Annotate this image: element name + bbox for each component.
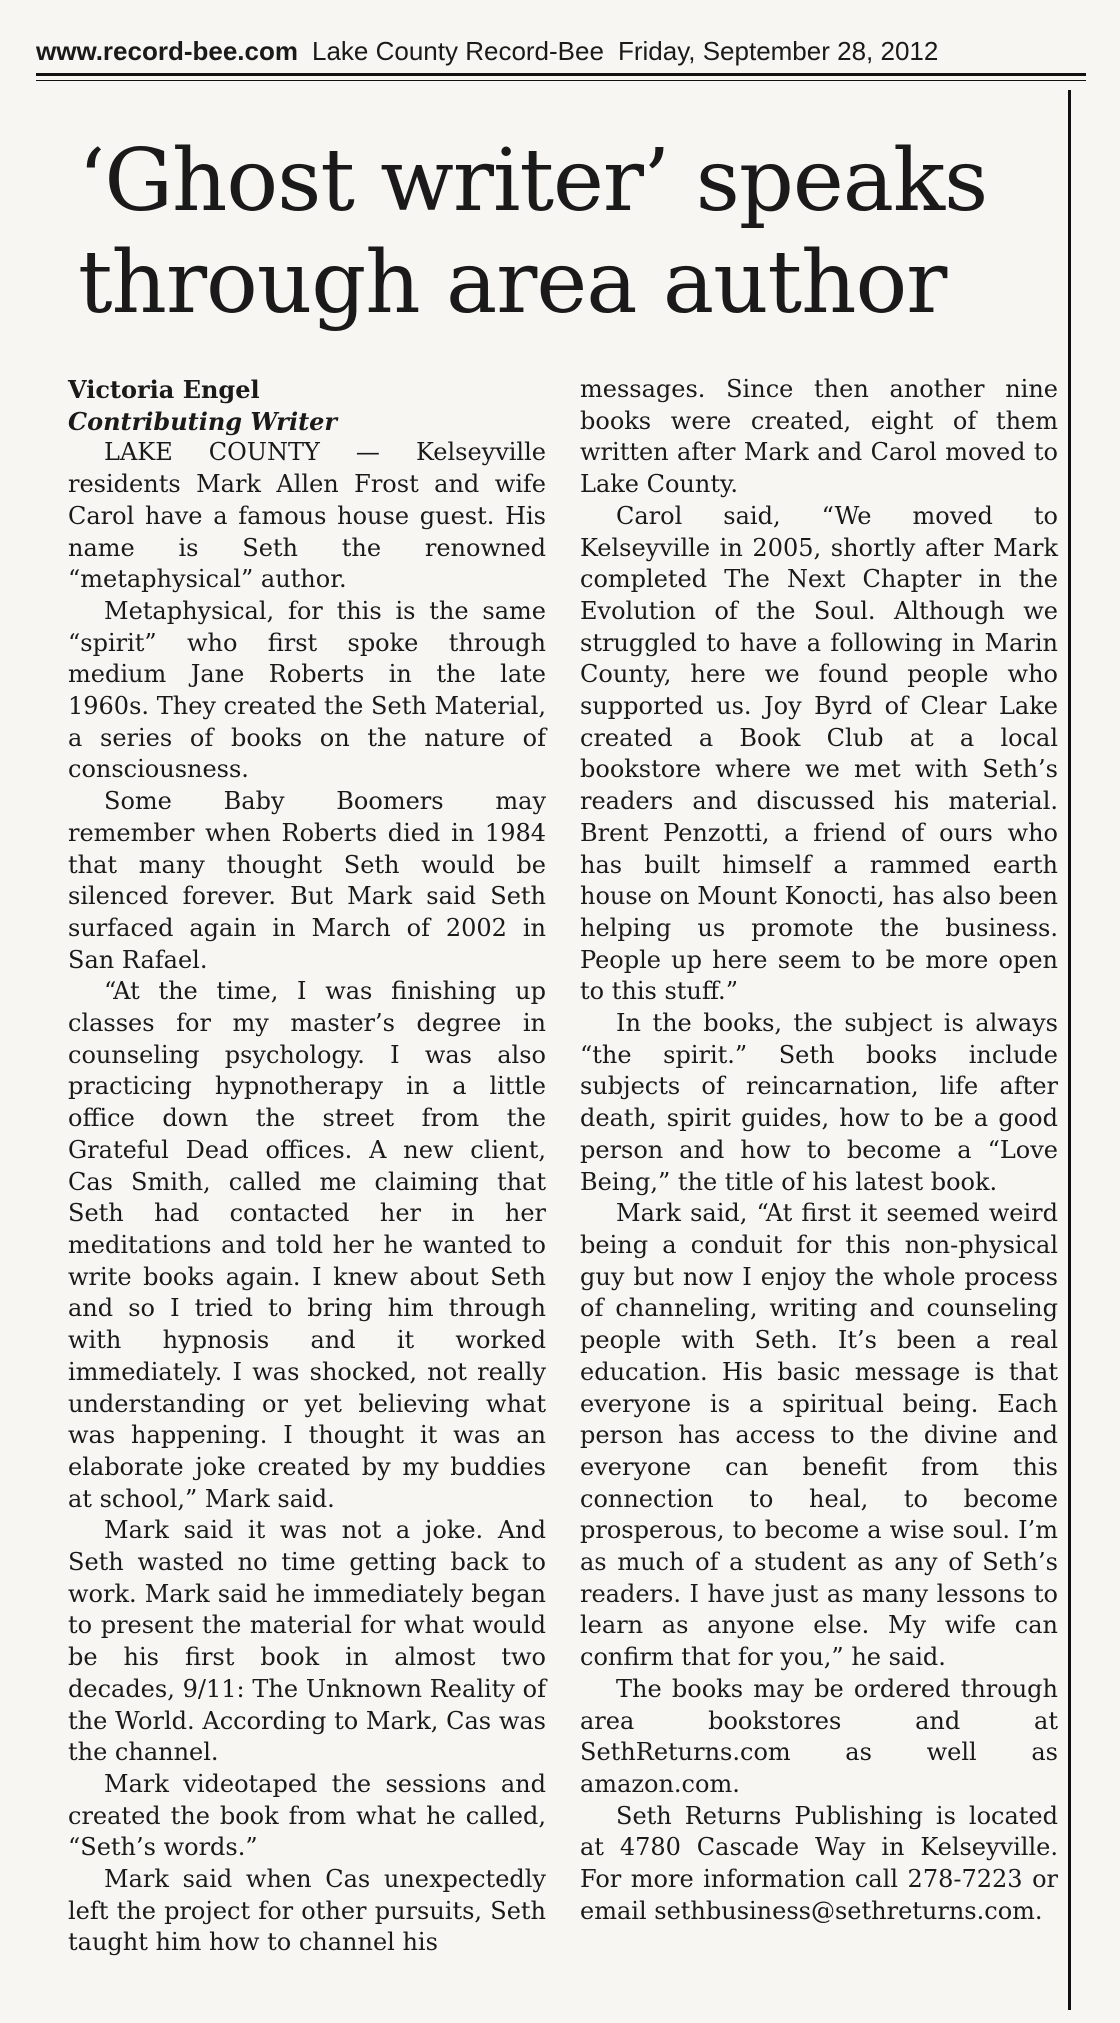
masthead-rule-thin [36,80,1086,81]
paragraph: Mark said it was not a joke. And Seth wasted no time getting back to work. Mark said he immediately began to present the material for what would be his first book in almost two decades, 9/11: The Unknown Reality of the World. According to Mark, Cas was the channel. [68,1516,546,1767]
article-column-1 [68,374,546,1959]
paragraph: LAKE COUNTY — Kelseyville residents Mark Allen Frost and wife Carol have a famous house guest. His name is Seth the renowned “metaphysical” author. [68,438,546,594]
paragraph: Carol said, “We moved to Kelseyville in 2005, shortly after Mark completed The Next Chapter in the Evolution of the Soul. Although we struggled to have a following in Marin County, here we found people who supported us. Joy Byrd of Clear Lake created a Book Club at a local bookstore where we met with Seth’s readers and discussed his material. Brent Penzotti, a friend of ours who has built himself a rammed earth house on Mount Konocti, has also been helping us promote the business. People up here seem to be more open to this stuff.” [580,501,1058,1006]
site-url[interactable]: www.record-bee.com [36,36,298,66]
byline-name: Victoria Engel [68,375,260,404]
paragraph: Mark said, “At first it seemed weird being a conduit for this non-physical guy but now I enjoy the whole process of channeling, writing and counseling people with Seth. It’s been a real education. His basic message is that everyone is a spiritual being. Each person has access to the divine and everyone can benefit from this connection to heal, to become prosperous, to become a wise soul. I’m as much of a student as any of Seth’s readers. I have just as many lessons to learn as anyone else. My wife can confirm that for you,” he said. [580,1199,1058,1672]
paragraph-continuation: messages. Since then another nine books were created, eight of them written after Mark and Carol moved to Lake County. [580,375,1058,499]
masthead-rule-thick [36,73,1086,76]
paragraph: “At the time, I was finishing up classes for my master’s degree in counseling psychology. I was also practicing hypnotherapy in a little office down the street from the Grateful Dead offices. A new client, Cas Smith, called me claiming that Seth had contacted her in her meditations and told her he wanted to write books again. I knew about Seth and so I tried to bring him through with hypnosis and it worked immediately. I was shocked, not really understanding or yet believing what was happening. I thought it was an elaborate joke created by my buddies at school,” Mark said. [68,977,546,1513]
paper-name: Lake County Record-Bee [312,36,604,66]
issue-date: Friday, September 28, 2012 [617,36,939,66]
column-rule-right [1068,90,1071,2010]
paragraph: Mark videotaped the sessions and created the book from what he called, “Seth’s words.” [68,1769,546,1862]
article-column-2 [580,374,1058,1927]
paragraph: The books may be ordered through area bookstores and at SethReturns.com as well as amazon.com. [580,1674,1058,1798]
paragraph: Mark said when Cas unexpectedly left the project for other pursuits, Seth taught him how to channel his [68,1865,546,1957]
byline-title: Contributing Writer [68,406,338,436]
paragraph: Seth Returns Publishing is located at 4780 Cascade Way in Kelseyville. For more information call 278-7223 or email sethbusiness@sethreturns.com. [580,1801,1058,1925]
paragraph: Metaphysical, for this is the same “spirit” who first spoke through medium Jane Roberts in the late 1960s. They created the Seth Material, a series of books on the nature of consciousness. [68,596,546,784]
paragraph: Some Baby Boomers may remember when Roberts died in 1984 that many thought Seth would be silenced forever. But Mark said Seth surfaced again in March of 2002 in San Rafael. [68,787,546,974]
headline: ‘Ghost writer’ speaks through area author [78,131,988,333]
paragraph: In the books, the subject is always “the spirit.” Seth books include subjects of reincarnation, life after death, spirit guides, how to be a good person and how to become a “Love Being,” the title of his latest book. [580,1009,1058,1196]
masthead [36,34,1084,68]
